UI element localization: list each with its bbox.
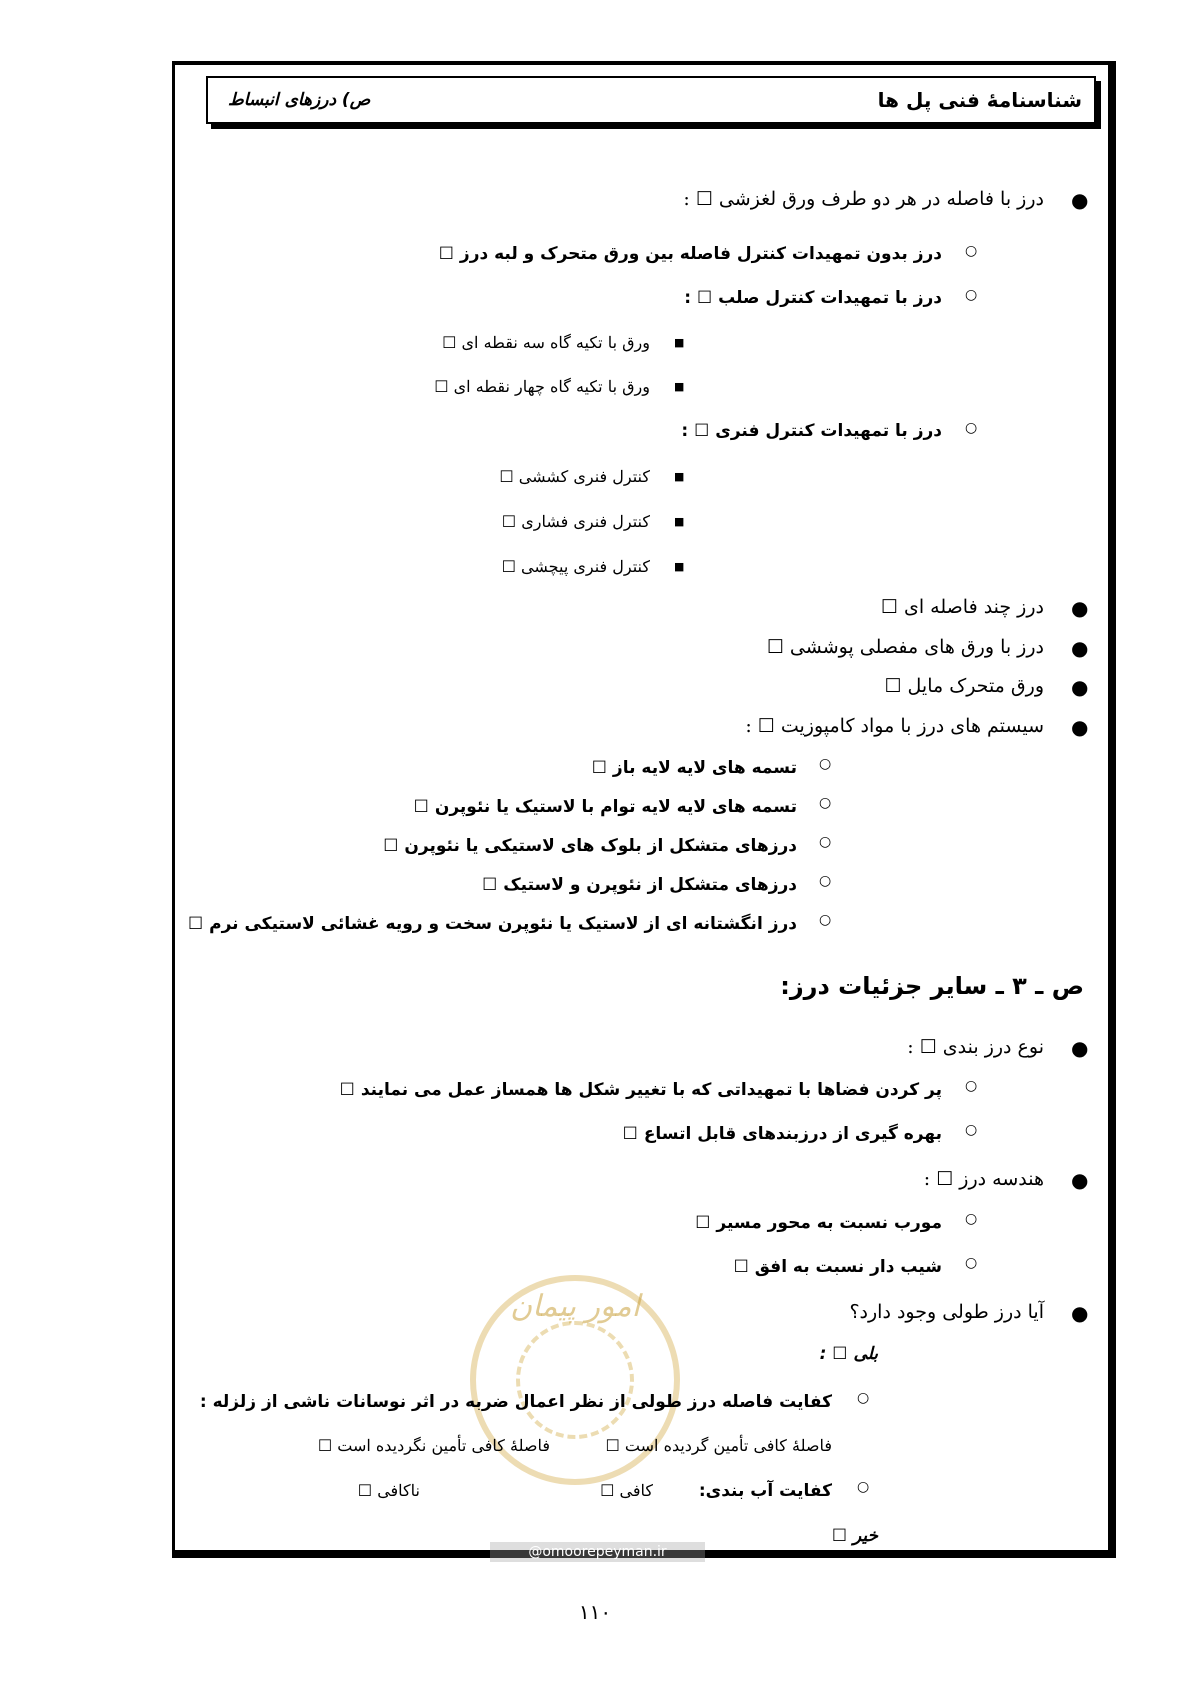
item-gap-joint: درز با فاصله در هر دو طرف ورق لغزشی ☐ :: [683, 188, 1044, 210]
item-spring-control: درز با تمهیدات کنترل فنری ☐ :: [681, 421, 942, 441]
item-skewed: مورب نسبت به محور مسیر ☐: [695, 1213, 942, 1233]
item-no-control: درز بدون تمهیدات کنترل فاصله بین ورق متحرک و لبه درز ☐: [438, 244, 942, 264]
option-sufficient: کافی ☐: [600, 1481, 653, 1500]
square-bullet: ■: [674, 560, 685, 573]
circle-bullet: ○: [819, 834, 832, 850]
dot-bullet: ●: [1071, 715, 1089, 739]
answer-no: خیر ☐: [831, 1526, 878, 1546]
item-hinged-plates: درز با ورق های مفصلی پوششی ☐: [766, 636, 1044, 658]
seal-inner-ring: [516, 1321, 634, 1439]
item-seal-type: نوع درز بندی ☐ :: [907, 1036, 1044, 1058]
item-multi-gap: درز چند فاصله ای ☐: [880, 596, 1044, 618]
item-open-strips: تسمه های لایه لایه باز ☐: [591, 758, 797, 778]
section-title: ص) درزهای انبساط: [228, 90, 371, 110]
dot-bullet: ●: [1071, 636, 1089, 660]
item-composite: سیستم های درز با مواد کامپوزیت ☐ :: [745, 715, 1044, 737]
item-joint-geometry: هندسه درز ☐ :: [923, 1168, 1044, 1190]
section-heading: ص ـ ٣ ـ سایر جزئیات درز:: [780, 972, 1084, 1000]
option-insufficient: ناکافی ☐: [357, 1481, 420, 1500]
dot-bullet: ●: [1071, 1168, 1089, 1192]
item-fill-spaces: پر کردن فضاها با تمهیداتی که با تغییر شکل ها همساز عمل می نمایند ☐: [339, 1080, 942, 1100]
square-bullet: ■: [674, 380, 685, 393]
item-waterproofing: کفایت آب بندی:: [698, 1481, 832, 1501]
circle-bullet: ○: [819, 912, 832, 928]
square-bullet: ■: [674, 515, 685, 528]
answer-yes: بلی ☐ :: [819, 1344, 878, 1364]
circle-bullet: ○: [965, 1255, 978, 1271]
circle-bullet: ○: [965, 243, 978, 259]
dot-bullet: ●: [1071, 675, 1089, 699]
circle-bullet: ○: [857, 1390, 870, 1406]
circle-bullet: ○: [965, 1122, 978, 1138]
circle-bullet: ○: [965, 1078, 978, 1094]
page-number: ١١٠: [578, 1600, 612, 1624]
dot-bullet: ●: [1071, 1036, 1089, 1060]
circle-bullet: ○: [857, 1479, 870, 1495]
site-watermark: @omoorepeyman.ir: [490, 1542, 705, 1562]
item-sloped: شیب دار نسبت به افق ☐: [733, 1257, 942, 1277]
square-bullet: ■: [674, 336, 685, 349]
dot-bullet: ●: [1071, 596, 1089, 620]
item-inclined-plate: ورق متحرک مایل ☐: [884, 675, 1044, 697]
item-gap-adequacy: کفایت فاصله درز طولی از نظر اعمال ضربه در اثر نوسانات ناشی از زلزله :: [199, 1392, 832, 1412]
circle-bullet: ○: [965, 1211, 978, 1227]
item-strips-rubber: تسمه های لایه لایه توام با لاستیک یا نئوپرن ☐: [413, 797, 797, 817]
square-bullet: ■: [674, 470, 685, 483]
item-compression-spring: کنترل فنری فشاری ☐: [501, 512, 650, 531]
circle-bullet: ○: [965, 420, 978, 436]
circle-bullet: ○: [965, 287, 978, 303]
item-finger-joint: درز انگشتانه ای از لاستیک یا نئوپرن سخت و رویه غشائی لاستیکی نرم ☐: [187, 914, 797, 934]
circle-bullet: ○: [819, 756, 832, 772]
item-expandable-seals: بهره گیری از درزبندهای قابل اتساع ☐: [622, 1124, 942, 1144]
item-neoprene-rubber: درزهای متشکل از نئوپرن و لاستیک ☐: [482, 875, 797, 895]
item-tension-spring: کنترل فنری کششی ☐: [499, 467, 650, 486]
dot-bullet: ●: [1071, 188, 1089, 212]
item-torsion-spring: کنترل فنری پیچشی ☐: [501, 557, 650, 576]
question-longitudinal-joint: آیا درز طولی وجود دارد؟: [849, 1301, 1044, 1323]
item-rubber-blocks: درزهای متشکل از بلوک های لاستیکی یا نئوپرن ☐: [383, 836, 797, 856]
option-gap-adequate: فاصلۀ کافی تأمین گردیده است ☐: [605, 1436, 832, 1455]
document-title: شناسنامۀ فنی پل ها: [877, 88, 1082, 112]
circle-bullet: ○: [819, 873, 832, 889]
dot-bullet: ●: [1071, 1301, 1089, 1325]
circle-bullet: ○: [819, 795, 832, 811]
item-three-point: ورق با تکیه گاه سه نقطه ای ☐: [442, 333, 650, 352]
page-header: [206, 76, 1096, 124]
option-gap-inadequate: فاصلۀ کافی تأمین نگردیده است ☐: [317, 1436, 550, 1455]
item-rigid-control: درز با تمهیدات کنترل صلب ☐ :: [684, 288, 942, 308]
seal-text: امور پیمان: [510, 1289, 640, 1324]
item-four-point: ورق با تکیه گاه چهار نقطه ای ☐: [434, 377, 650, 396]
